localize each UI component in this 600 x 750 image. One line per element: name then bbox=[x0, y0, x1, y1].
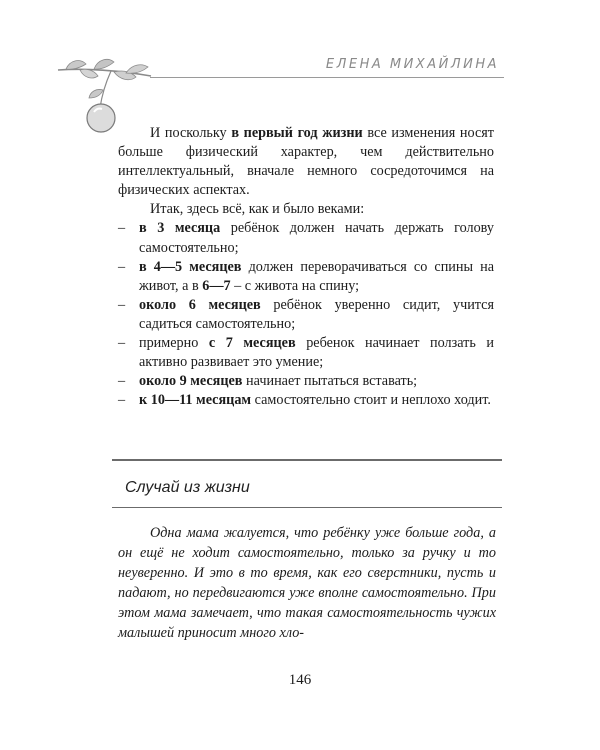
item-text: начинает пытаться вставать; bbox=[242, 373, 418, 390]
section-rule-top bbox=[112, 459, 502, 461]
milestones-list bbox=[118, 219, 494, 410]
list-item bbox=[118, 372, 494, 391]
intro-prefix: И поскольку bbox=[150, 125, 232, 141]
item-bold: с 7 месяцев bbox=[208, 335, 296, 352]
item-text: должен переворачиваться со спины на живот, а в bbox=[139, 258, 494, 294]
case-text bbox=[118, 523, 496, 643]
intro-bold: в первый год жизни bbox=[231, 125, 363, 141]
header-rule bbox=[150, 77, 504, 78]
item-bold: около 6 месяцев bbox=[139, 296, 261, 313]
item-text: ребёнок уверенно сидит, учится садиться самостоятельно; bbox=[139, 296, 494, 332]
item-bold: к 10—11 месяцам bbox=[139, 392, 252, 409]
case-paragraph: Одна мама жалуется, что ребёнку уже больше года, а он ещё не ходит самостоятельно, только за ручку и то неуверенно. И это в то время, как его сверстники, пусть и падают, но передвигаются уже вполне самостоятельно. При этом мама замечает, что такая самостоятельность чужих малышей приносит много хло- bbox=[118, 525, 496, 641]
item-text: самостоятельно стоит и неплохо ходит. bbox=[251, 392, 491, 409]
item-bold: в 3 месяца bbox=[139, 220, 221, 237]
apple-branch-icon bbox=[56, 52, 206, 134]
list-item bbox=[118, 219, 494, 257]
item-text: ребёнок должен начать держать голову самостоятельно; bbox=[139, 220, 494, 256]
intro-suffix: все изменения носят больше физический характер, чем действительно интеллектуальный, вначале немного сосредоточимся на физических аспектах. bbox=[118, 125, 494, 199]
item-text-2: – с живота на спину; bbox=[230, 277, 360, 294]
main-text bbox=[118, 124, 494, 410]
list-item bbox=[118, 391, 494, 410]
intro-paragraph bbox=[118, 124, 494, 200]
list-item bbox=[118, 258, 494, 296]
running-head: ЕЛЕНА МИХАЙЛИНА bbox=[325, 57, 499, 72]
list-item bbox=[118, 296, 494, 334]
item-text: ребенок начинает ползать и активно развивает это умение; bbox=[139, 335, 494, 371]
list-item bbox=[118, 334, 494, 372]
item-bold: около 9 месяцев bbox=[139, 373, 243, 390]
case-title: Случай из жизни bbox=[125, 479, 250, 496]
section-rule-bottom bbox=[112, 507, 502, 508]
lead-paragraph: Итак, здесь всё, как и было веками: bbox=[150, 201, 365, 218]
item-bold-2: 6—7 bbox=[202, 277, 231, 294]
item-bold: в 4—5 месяцев bbox=[139, 258, 242, 275]
page-number: 146 bbox=[288, 672, 312, 688]
item-prefix: примерно bbox=[139, 335, 209, 352]
